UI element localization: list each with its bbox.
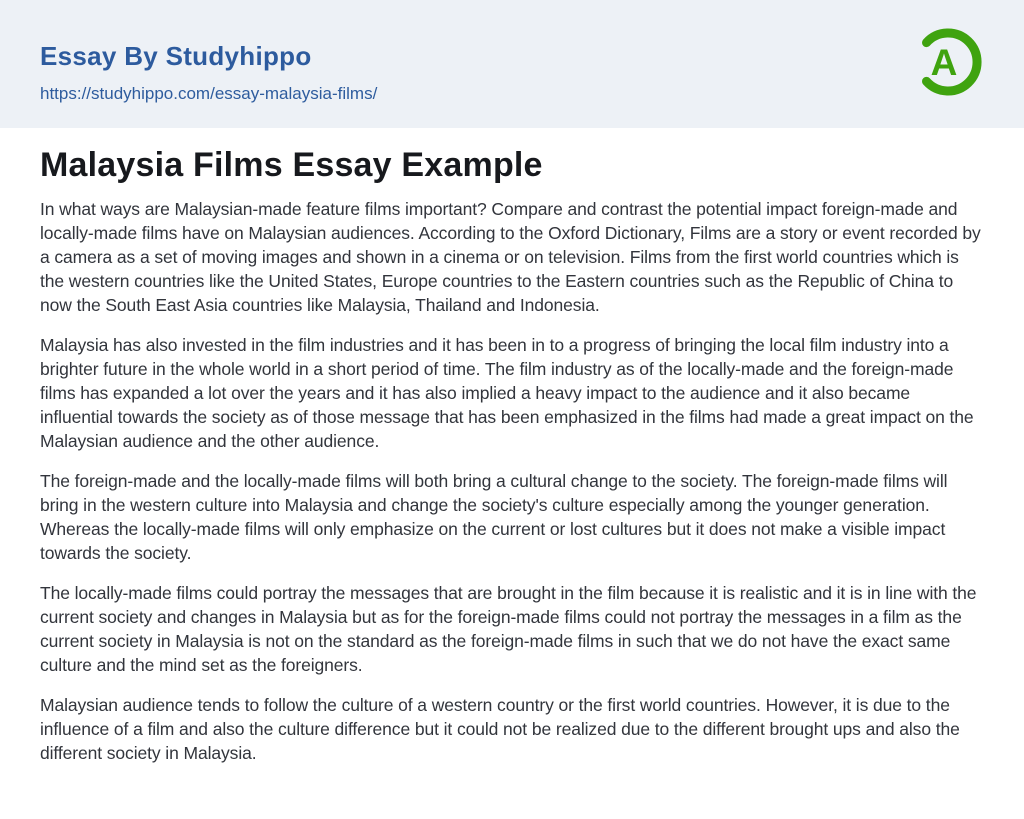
page-url-link[interactable]: https://studyhippo.com/essay-malaysia-films/	[40, 84, 378, 103]
site-title: Essay By Studyhippo	[40, 41, 312, 71]
essay-paragraph: Malaysia has also invested in the film industries and it has been in to a progress of bringing the local film industry into a brighter future in the whole world in a short period of time. The film industry as of the locally-made and the foreign-made films has expanded a lot over the years and it has also implied a heavy impact to the audience and it also became influential towards the society as of those message that has been emphasized in the films had made a great impact on the Malaysian audience and the other audience.	[40, 335, 974, 451]
essay-paragraph: The locally-made films could portray the messages that are brought in the film because it is realistic and it is in line with the current society and changes in Malaysia but as for the foreign-made films could not portray the messages in a film as the current society in Malaysia is not on the standard as the foreign-made films in such that we do not have the exact same culture and the mind set as the foreigners.	[40, 583, 977, 675]
essay-paragraph: Malaysian audience tends to follow the culture of a western country or the first world countries. However, it is due to the influence of a film and also the culture difference but it could not be realized due to the different brought ups and also the different society in Malaysia.	[40, 695, 960, 763]
article-body	[0, 128, 1024, 765]
logo-letter: A	[930, 42, 958, 83]
studyhippo-logo-icon	[910, 24, 986, 100]
essay-paragraph: In what ways are Malaysian-made feature films important? Compare and contrast the potential impact foreign-made and locally-made films have on Malaysian audiences. According to the Oxford Dictionary, Films are a story or event recorded by a camera as a set of moving images and shown in a cinema or on television. Films from the first world countries which is the western countries like the United States, Europe countries to the Eastern countries such as the Republic of China to now the South East Asia countries like Malaysia, Thailand and Indonesia.	[40, 199, 981, 315]
page-header	[0, 0, 1024, 128]
essay-paragraph: The foreign-made and the locally-made films will both bring a cultural change to the society. The foreign-made films will bring in the western culture into Malaysia and change the society's culture especially among the younger generation. Whereas the locally-made films will only emphasize on the current or lost cultures but it does not make a visible impact towards the society.	[40, 471, 948, 563]
page-title: Malaysia Films Essay Example	[40, 146, 543, 184]
